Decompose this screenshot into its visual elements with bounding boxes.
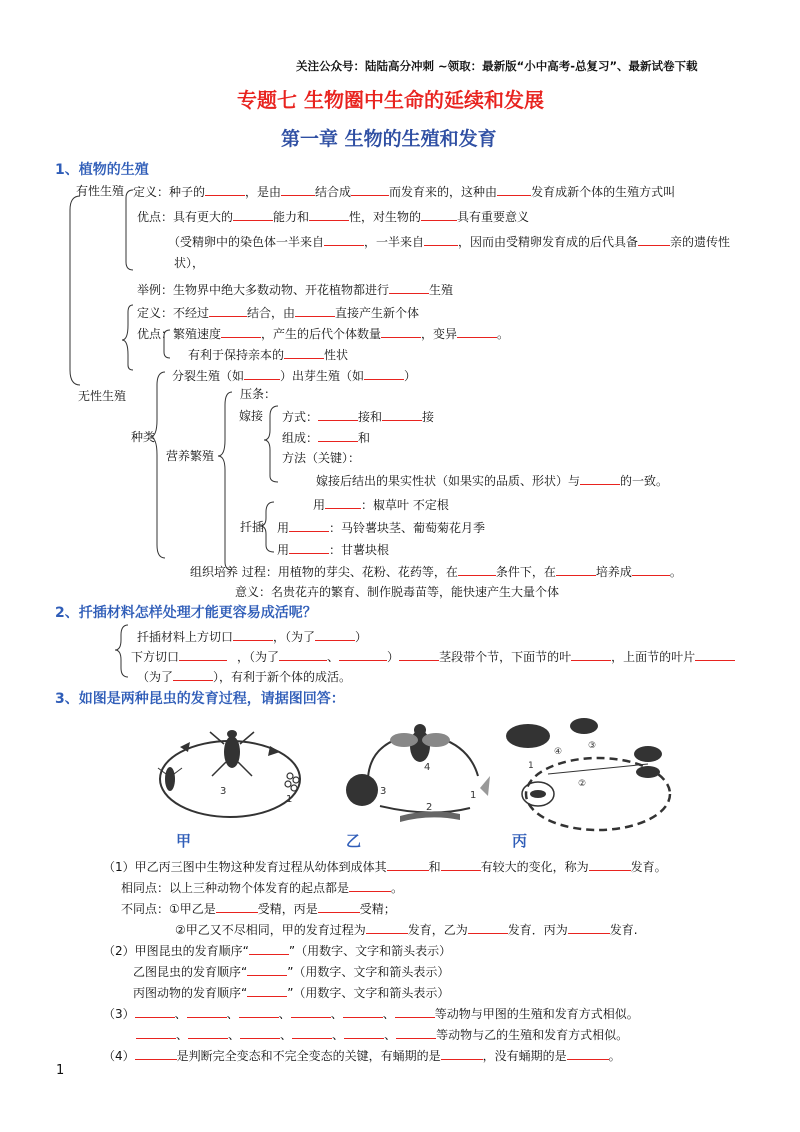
text: 、 — [330, 1007, 343, 1021]
asexual-label: 无性生殖 — [78, 389, 127, 403]
text: 直接产生新个体 — [335, 306, 420, 320]
asexual-definition — [137, 304, 419, 321]
text: 而发育来的，这种由 — [389, 185, 498, 199]
question-2-yi — [133, 963, 449, 980]
text: 组织培养 过程：用植物的芽尖、花粉、花药等，在 — [190, 565, 458, 579]
text: 方式： — [282, 410, 319, 424]
text: 是判断完全变态和不完全变态的关键，有蛹期的是 — [176, 1049, 441, 1063]
chapter-title: 第一章 生物的生殖和发育 — [281, 128, 497, 150]
difference-2 — [175, 921, 638, 938]
answer-blank[interactable] — [233, 208, 273, 221]
text: 接 — [422, 410, 435, 424]
text: 受精，丙是 — [257, 902, 318, 916]
text: （3） — [103, 1007, 135, 1021]
chromosome-note — [168, 233, 730, 250]
text: 优点：具有更大的 — [137, 210, 234, 224]
answer-blank[interactable] — [387, 858, 429, 871]
chromosome-note-end: 状）， — [174, 256, 205, 270]
text: 条件下，在 — [495, 565, 556, 579]
answer-blank[interactable] — [339, 648, 387, 661]
text: ”（用数字、文字和箭头表示） — [288, 944, 452, 958]
text: ） — [355, 630, 368, 644]
sexual-advantage — [137, 208, 529, 225]
layering: 压条： — [240, 387, 277, 401]
graft-key: 方法（关键）： — [282, 451, 361, 465]
answer-blank[interactable] — [556, 563, 596, 576]
svg-text:1: 1 — [528, 761, 534, 771]
text: 扦插材料上方切口 — [137, 630, 234, 644]
text: ，（为了 — [273, 630, 316, 644]
text: 、 — [226, 1007, 239, 1021]
page-number: 1 — [56, 1063, 65, 1078]
text: 发育，乙为 — [407, 923, 468, 937]
text: ） — [387, 650, 400, 664]
question-4 — [103, 1047, 621, 1064]
answer-blank[interactable] — [638, 233, 670, 246]
answer-blank[interactable] — [247, 984, 287, 997]
text: ，产生的后代个体数量 — [261, 327, 382, 341]
text: 发育．丙为 — [507, 923, 568, 937]
text: ”（用数字、文字和箭头表示） — [287, 986, 450, 1000]
cutting-root — [277, 541, 389, 558]
answer-blank[interactable] — [318, 408, 358, 421]
asexual-keep-traits — [188, 346, 348, 363]
answer-blank[interactable] — [457, 325, 497, 338]
answer-blank[interactable] — [135, 1005, 175, 1018]
text: 结合，由 — [247, 306, 296, 320]
text: 举例：生物界中绝大多数动物、开花植物都进行 — [137, 283, 390, 297]
answer-blank[interactable] — [318, 429, 358, 442]
text: 发育。 — [630, 860, 667, 874]
figure-label-yi: 乙 — [346, 832, 362, 850]
header-note: 关注公众号：陆陆高分冲刺 ~领取：最新版“小中高考-总复习”、最新试卷下载 — [296, 59, 698, 73]
text: 性状 — [324, 348, 349, 362]
question-3-a — [103, 1005, 639, 1022]
answer-blank[interactable] — [497, 183, 531, 196]
text: ，（为了 — [237, 650, 280, 664]
same-point — [121, 879, 403, 896]
question-3-b — [136, 1026, 628, 1043]
text: ，因而由受精卵发育成的后代具备 — [458, 235, 639, 249]
text: 接和 — [358, 410, 383, 424]
text: （4） — [103, 1049, 135, 1063]
topic-title: 专题七 生物圈中生命的延续和发展 — [237, 88, 544, 112]
figure-label-bing: 丙 — [512, 832, 528, 850]
answer-blank[interactable] — [284, 346, 324, 359]
text: ，一半来自 — [364, 235, 425, 249]
text: 生殖 — [429, 283, 454, 297]
text: 嫁接后结出的果实性状（如果实的品质、形状）与 — [316, 474, 581, 488]
svg-text:3: 3 — [220, 786, 227, 797]
answer-blank[interactable] — [399, 648, 439, 661]
answer-blank[interactable] — [568, 921, 610, 934]
text: 和 — [428, 860, 441, 874]
svg-text:1: 1 — [286, 794, 293, 805]
text: 下方切口 — [131, 650, 180, 664]
asexual-advantage — [137, 325, 509, 342]
text: 优点：繁殖速度 — [137, 327, 222, 341]
sexual-example — [137, 281, 453, 298]
answer-blank[interactable] — [309, 208, 349, 221]
text: ，上面节的叶片 — [611, 650, 696, 664]
answer-blank[interactable] — [244, 367, 280, 380]
vegetative-label: 营养繁殖 — [166, 449, 215, 463]
svg-text:1: 1 — [470, 790, 477, 801]
svg-text:2: 2 — [426, 802, 433, 813]
text: 。 — [391, 881, 404, 895]
text: 发育成新个体的生殖方式叫 — [531, 185, 676, 199]
answer-blank[interactable] — [382, 408, 422, 421]
text: 、 — [228, 1028, 241, 1042]
answer-blank[interactable] — [395, 1005, 435, 1018]
graft-label: 嫁接 — [239, 409, 264, 423]
figure-yi-fly-cycle — [340, 718, 500, 828]
text: 等动物与乙的生殖和发育方式相似。 — [436, 1028, 629, 1042]
text: ：甘薯块根 — [329, 543, 390, 557]
sexual-label: 有性生殖 — [76, 184, 125, 198]
answer-blank[interactable] — [216, 900, 258, 913]
answer-blank[interactable] — [381, 325, 421, 338]
cutting-label: 扦插 — [240, 520, 265, 534]
tissue-culture-process — [190, 563, 682, 580]
answer-blank[interactable] — [289, 541, 329, 554]
answer-blank[interactable] — [291, 1005, 331, 1018]
text: 受精； — [359, 902, 396, 916]
text: 结合成 — [315, 185, 352, 199]
answer-blank[interactable] — [247, 963, 287, 976]
text: 。 — [497, 327, 510, 341]
text: 、 — [332, 1028, 345, 1042]
answer-blank[interactable] — [441, 1047, 483, 1060]
text: 亲的遗传性 — [670, 235, 731, 249]
lower-cut — [131, 648, 735, 665]
graft-way — [282, 408, 434, 425]
text: 性，对生物的 — [349, 210, 422, 224]
answer-blank[interactable] — [632, 563, 670, 576]
answer-blank[interactable] — [249, 942, 289, 955]
answer-blank[interactable] — [421, 208, 457, 221]
difference-1 — [121, 900, 396, 917]
answer-blank[interactable] — [173, 668, 213, 681]
svg-text:④: ④ — [554, 747, 563, 757]
text: 具有重要意义 — [457, 210, 530, 224]
answer-blank[interactable] — [239, 1005, 279, 1018]
answer-blank[interactable] — [233, 628, 273, 641]
svg-text:3: 3 — [380, 786, 387, 797]
text: ：马铃薯块茎、葡萄菊花月季 — [329, 521, 486, 535]
figure-jia-cricket-cycle — [150, 724, 310, 824]
text: 、 — [278, 1007, 291, 1021]
answer-blank[interactable] — [458, 563, 496, 576]
answer-blank[interactable] — [188, 1026, 228, 1039]
answer-blank[interactable] — [179, 648, 227, 661]
text: ） — [404, 369, 417, 383]
answer-blank[interactable] — [571, 648, 611, 661]
text: 等动物与甲图的生殖和发育方式相似。 — [434, 1007, 639, 1021]
answer-blank[interactable] — [343, 1005, 383, 1018]
answer-blank[interactable] — [187, 1005, 227, 1018]
text: 茎段带个节，下面节的叶 — [439, 650, 572, 664]
answer-blank[interactable] — [468, 921, 508, 934]
answer-blank[interactable] — [289, 519, 329, 532]
answer-blank[interactable] — [589, 858, 631, 871]
cutting-stem — [277, 519, 485, 536]
text: （1）甲乙丙三图中生物这种发育过程从幼体到成体其 — [103, 860, 387, 874]
text: （2）甲图昆虫的发育顺序“ — [103, 944, 249, 958]
text: 。 — [608, 1049, 621, 1063]
text: 分裂生殖（如 — [172, 369, 245, 383]
cutting-purpose — [137, 668, 351, 685]
figure-bing-frog-cycle — [498, 714, 678, 834]
answer-blank[interactable] — [366, 921, 408, 934]
answer-blank[interactable] — [136, 1026, 176, 1039]
graft-parts — [282, 429, 370, 446]
answer-blank[interactable] — [292, 1026, 332, 1039]
answer-blank[interactable] — [580, 472, 620, 485]
text: 组成： — [282, 431, 319, 445]
text: 培养成 — [595, 565, 632, 579]
answer-blank[interactable] — [240, 1026, 280, 1039]
answer-blank[interactable] — [295, 304, 335, 317]
answer-blank[interactable] — [315, 628, 355, 641]
answer-blank[interactable] — [221, 325, 261, 338]
text: ），有利于新个体的成活。 — [213, 670, 352, 684]
svg-text:②: ② — [578, 779, 587, 789]
text: （为了 — [137, 670, 174, 684]
text: 定义：不经过 — [137, 306, 210, 320]
text: 、 — [280, 1028, 293, 1042]
text: 用 — [277, 521, 290, 535]
text: （受精卵中的染色体一半来自 — [168, 235, 325, 249]
text: 能力和 — [273, 210, 310, 224]
text: 发育. — [609, 923, 638, 937]
text: 丙图动物的发育顺序“ — [133, 986, 248, 1000]
answer-blank[interactable] — [205, 183, 245, 196]
svg-text:③: ③ — [588, 741, 597, 751]
text: 不同点：①甲乙是 — [121, 902, 216, 916]
answer-blank[interactable] — [281, 183, 315, 196]
text: 、 — [382, 1007, 395, 1021]
text: ：椒草叶 不定根 — [361, 498, 449, 512]
svg-text:4: 4 — [424, 762, 431, 773]
answer-blank[interactable] — [209, 304, 247, 317]
answer-blank[interactable] — [567, 1047, 609, 1060]
answer-blank[interactable] — [279, 648, 327, 661]
text: 用 — [313, 498, 326, 512]
answer-blank[interactable] — [695, 648, 735, 661]
text: 、 — [384, 1028, 397, 1042]
text: ，没有蛹期的是 — [482, 1049, 567, 1063]
answer-blank[interactable] — [351, 183, 389, 196]
text: 、 — [176, 1028, 189, 1042]
upper-cut — [137, 628, 367, 645]
answer-blank[interactable] — [424, 233, 458, 246]
answer-blank[interactable] — [135, 1047, 177, 1060]
answer-blank[interactable] — [364, 367, 404, 380]
figure-label-jia: 甲 — [176, 832, 192, 850]
cutting-leaf — [313, 496, 449, 513]
text: 定义：种子的 — [133, 185, 206, 199]
section3-heading: 3、如图是两种昆虫的发育过程，请据图回答： — [55, 691, 345, 707]
text: 乙图昆虫的发育顺序“ — [133, 965, 248, 979]
answer-blank[interactable] — [318, 900, 360, 913]
text: 用 — [277, 543, 290, 557]
question-1 — [103, 858, 667, 875]
text: ）出芽生殖（如 — [280, 369, 365, 383]
text: 、 — [327, 650, 340, 664]
text: 相同点：以上三种动物个体发育的起点都是 — [121, 881, 350, 895]
section1-heading: 1、植物的生殖 — [55, 162, 149, 178]
text: 的一致。 — [620, 474, 669, 488]
text: ”（用数字、文字和箭头表示） — [287, 965, 450, 979]
text: 、 — [174, 1007, 187, 1021]
text: 和 — [358, 431, 371, 445]
question-2-jia — [103, 942, 451, 959]
answer-blank[interactable] — [324, 233, 364, 246]
fission-budding — [172, 367, 416, 384]
text: 有利于保持亲本的 — [188, 348, 285, 362]
answer-blank[interactable] — [441, 858, 481, 871]
answer-blank[interactable] — [325, 496, 361, 509]
types-label: 种类 — [131, 430, 156, 444]
graft-result — [316, 472, 668, 489]
text: ，是由 — [245, 185, 282, 199]
tissue-culture-meaning: 意义：名贵花卉的繁育、制作脱毒苗等，能快速产生大量个体 — [235, 585, 560, 599]
question-2-bing — [133, 984, 449, 1001]
answer-blank[interactable] — [389, 281, 429, 294]
text: 。 — [669, 565, 682, 579]
text: ②甲乙又不尽相同，甲的发育过程为 — [175, 923, 366, 937]
answer-blank[interactable] — [349, 879, 391, 892]
text: ，变异 — [421, 327, 458, 341]
sexual-definition — [133, 183, 675, 200]
answer-blank[interactable] — [396, 1026, 436, 1039]
text: 有较大的变化，称为 — [480, 860, 589, 874]
section2-heading: 2、扦插材料怎样处理才能更容易成活呢？ — [55, 605, 317, 621]
answer-blank[interactable] — [344, 1026, 384, 1039]
